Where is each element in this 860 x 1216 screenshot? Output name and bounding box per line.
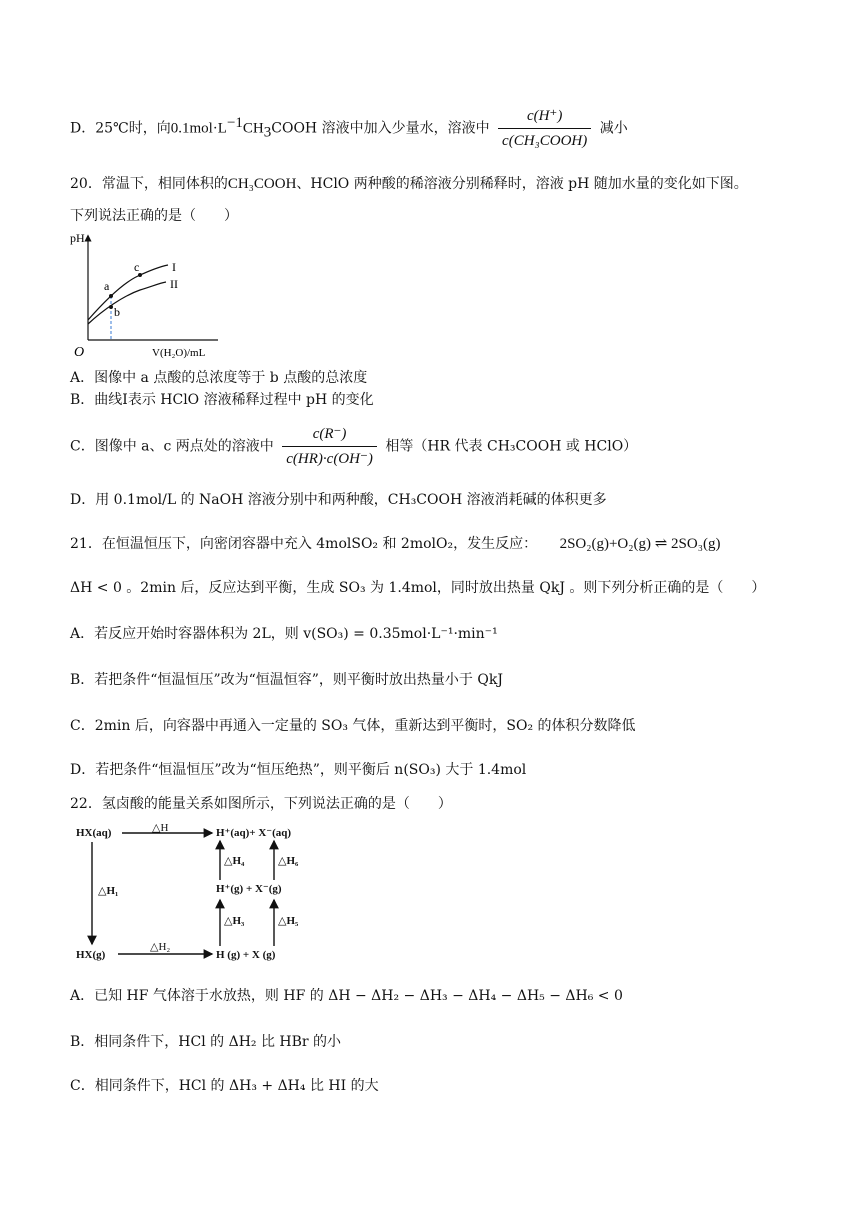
q20-origin-label: O: [74, 345, 85, 360]
q19-option-d-mid: COOH 溶液中加入少量水，溶液中: [271, 120, 490, 137]
q19-concentration: 0.1mol·L: [170, 120, 227, 137]
q20-point-b: [109, 305, 113, 309]
q21-option-b: B．若把条件“恒温恒压”改为“恒温恒容”，则平衡时放出热量小于 QkJ: [70, 672, 503, 688]
q20-curve-1-label: I: [172, 260, 176, 274]
q22-stem: 22．氢卤酸的能量关系如图所示，下列说法正确的是（ ）: [70, 796, 452, 812]
q20-point-a: [109, 294, 113, 298]
q20-curve-1: [88, 265, 168, 320]
q22-dh3-label: △H₃: [224, 915, 245, 927]
q22-option-b: B．相同条件下，HCl 的 ΔH₂ 比 HBr 的小: [70, 1034, 342, 1050]
q19-fraction-denominator: c(CH₃COOH): [502, 133, 588, 149]
q20-option-c-fraction: [282, 424, 377, 469]
q19-concentration-exp: −1: [226, 114, 243, 131]
q20-stem-line2: 下列说法正确的是（ ）: [70, 208, 238, 224]
q22-h-aq-x-aq: H⁺(aq)+ X⁻(aq): [216, 827, 292, 839]
q20-curve-2: [88, 282, 166, 324]
q20-option-d: D．用 0.1mol/L 的 NaOH 溶液分别中和两种酸，CH₃COOH 溶液消耗碱的体积更多: [70, 492, 607, 508]
q19-option-d: D．25℃时，向$0.1mol\cdot L^{-1}CH_3COOH$ 溶液中加入少量水，溶液中 c(H⁺) c(CH₃COOH) 减小: [70, 108, 628, 149]
q20-ph-graph: [68, 228, 238, 363]
q22-dh-label: △H: [152, 822, 169, 834]
q22-dh1-label: △H₁: [98, 885, 119, 897]
q19-fraction: [498, 106, 591, 151]
q20-option-b: B．曲线Ⅰ表示 HClO 溶液稀释过程中 pH 的变化: [70, 392, 374, 408]
q20-point-a-label: a: [104, 279, 110, 293]
q20-option-c-denominator: c(HR)·c(OH⁻): [286, 451, 373, 467]
q22-h-g-x-g: H (g) + X (g): [216, 949, 276, 961]
q21-option-d: D．若把条件“恒温恒压”改为“恒压绝热”，则平衡后 n(SO₃) 大于 1.4mol: [70, 762, 527, 778]
q22-dh6-label: △H₆: [278, 855, 299, 867]
q20-stem-chem: CH₃COOH: [227, 176, 297, 192]
q19-fraction-numerator: c(H⁺): [498, 106, 591, 129]
q20-option-c-prefix: C．图像中 a、c 两点处的溶液中: [70, 438, 274, 455]
q22-hx-aq: HX(aq): [76, 827, 112, 839]
q20-curve-2-label: II: [170, 277, 178, 291]
q21-stem-prefix: 21．在恒温恒压下，向密闭容器中充入 4molSO₂ 和 2molO₂，发生反应：: [70, 536, 538, 552]
q22-dh2-label: △H₂: [150, 941, 171, 953]
q22-h-g-x-g-ion: H⁺(g) + X⁻(g): [216, 883, 282, 895]
q22-energy-diagram: [70, 822, 340, 972]
q22-dh5-label: △H₅: [278, 915, 299, 927]
q20-stem-prefix: 20．常温下，相同体积的: [70, 176, 228, 192]
q21-stem-line1: [70, 534, 720, 554]
q21-option-c: C．2min 后，向容器中再通入一定量的 SO₃ 气体，重新达到平衡时，SO₂ 的体积分数降低: [70, 718, 636, 734]
q20-option-c: [70, 424, 637, 469]
q20-x-axis-label: V(H₂O)/mL: [152, 347, 206, 359]
q22-option-a: A．已知 HF 气体溶于水放热，则 HF 的 ΔH − ΔH₂ − ΔH₃ − ΔH₄ − ΔH₅ − ΔH₆ < 0: [70, 988, 623, 1004]
q21-reaction-equation: 2SO₂(g)+O₂(g) ⇌ 2SO₃(g): [559, 536, 721, 552]
q19-option-d-prefix: D．25℃时，向: [70, 120, 171, 137]
q20-option-c-numerator: c(R⁻): [282, 424, 377, 447]
q20-stem-line1: [70, 174, 748, 194]
q20-option-a: A．图像中 a 点酸的总浓度等于 b 点酸的总浓度: [70, 370, 368, 386]
q21-stem-line2: ΔH < 0 。2min 后，反应达到平衡，生成 SO₃ 为 1.4mol，同时放出热量 QkJ 。则下列分析正确的是（ ）: [70, 580, 766, 596]
q20-y-axis-label: pH: [70, 231, 85, 245]
q19-option-d-suffix: 减小: [599, 120, 628, 137]
q22-dh4-label: △H₄: [224, 855, 245, 867]
q22-option-c: C．相同条件下，HCl 的 ΔH₃ + ΔH₄ 比 HI 的大: [70, 1078, 379, 1094]
q20-option-c-suffix: 相等（HR 代表 CH₃COOH 或 HClO）: [385, 438, 638, 455]
q20-point-c-label: c: [134, 260, 140, 274]
q22-hx-g: HX(g): [76, 949, 106, 961]
q21-option-a: A．若反应开始时容器体积为 2L，则 v(SO₃) = 0.35mol·L⁻¹·min⁻¹: [70, 626, 498, 642]
q20-stem-suffix: 、HClO 两种酸的稀溶液分别稀释时，溶液 pH 随加水量的变化如下图。: [296, 176, 748, 192]
q19-acetic-acid: CH: [242, 120, 264, 137]
q20-point-b-label: b: [114, 305, 120, 319]
